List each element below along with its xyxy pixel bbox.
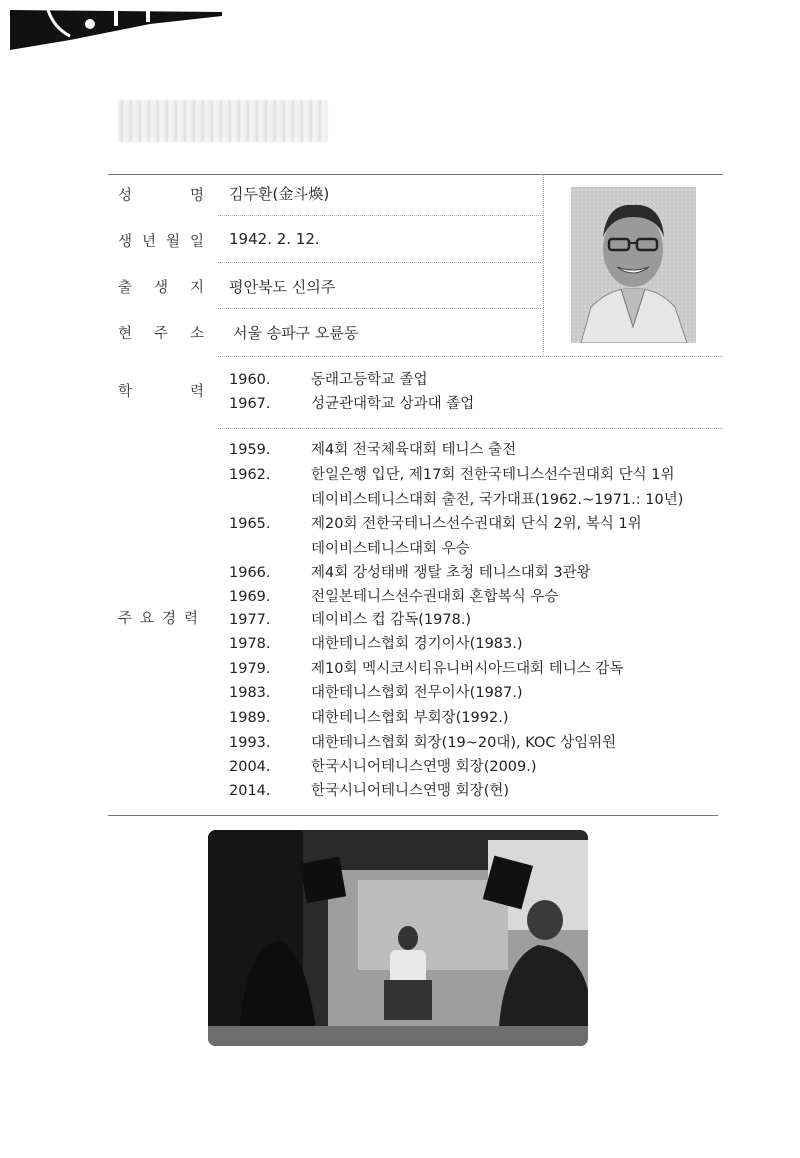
career-entry: 1966. 제4회 강성태배 쟁탈 초청 테니스대회 3관왕 — [229, 565, 591, 581]
career-entry: 1993. 대한테니스협회 회장(19~20대), KOC 상임위원 — [229, 735, 617, 751]
top-rule — [108, 174, 723, 175]
career-entry: 1989. 대한테니스협회 부회장(1992.) — [229, 710, 509, 726]
career-entry: 2014. 한국시니어테니스연맹 회장(현) — [229, 783, 510, 799]
value-address: 서울 송파구 오륜동 — [233, 324, 359, 342]
photo-divider — [543, 174, 544, 356]
bottom-rule — [108, 815, 718, 816]
career-entry: 1959. 제4회 전국체육대회 테니스 출전 — [229, 442, 517, 458]
career-entry: 2004. 한국시니어테니스연맹 회장(2009.) — [229, 759, 537, 775]
label-education: 학 력 — [118, 384, 204, 400]
career-entry: 1962. 한일은행 입단, 제17회 전한국테니스선수권대회 단식 1위 — [229, 467, 675, 483]
label-birth: 생 년 월 일 — [118, 234, 204, 250]
portrait-photo — [571, 187, 696, 343]
tv-studio-photo — [208, 830, 588, 1046]
value-name: 김두환(金斗煥) — [229, 185, 330, 203]
label-birthplace: 출 생 지 — [118, 280, 204, 296]
career-entry: 1978. 대한테니스협회 경기이사(1983.) — [229, 636, 523, 652]
education-entry: 1967. 성균관대학교 상과대 졸업 — [229, 396, 475, 412]
label-address: 현 주 소 — [118, 326, 204, 342]
career-entry-continued: 데이비스테니스대회 우승 — [311, 541, 470, 557]
career-entry: 1977. 데이비스 컵 감독(1978.) — [229, 612, 472, 628]
career-entry-continued: 데이비스테니스대회 출전, 국가대표(1962.~1971.: 10년) — [311, 492, 684, 508]
tennis-ball-icon — [85, 19, 95, 29]
header-banner — [10, 6, 222, 50]
faded-title — [118, 100, 328, 142]
career-entry: 1983. 대한테니스협회 전무이사(1987.) — [229, 685, 523, 701]
education-entry: 1960. 동래고등학교 졸업 — [229, 372, 428, 388]
value-birthplace: 평안북도 신의주 — [229, 278, 336, 296]
career-entry: 1979. 제10회 멕시코시티유니버시아드대회 테니스 감독 — [229, 661, 624, 677]
career-entry: 1965. 제20회 전한국테니스선수권대회 단식 2위, 복식 1위 — [229, 516, 642, 532]
value-birth: 1942. 2. 12. — [229, 230, 320, 248]
career-entry: 1969. 전일본테니스선수권대회 혼합복식 우승 — [229, 589, 559, 605]
label-name: 성 명 — [118, 188, 204, 204]
tennis-banner-graphic — [10, 6, 222, 50]
label-career: 주 요 경 력 — [118, 611, 198, 627]
